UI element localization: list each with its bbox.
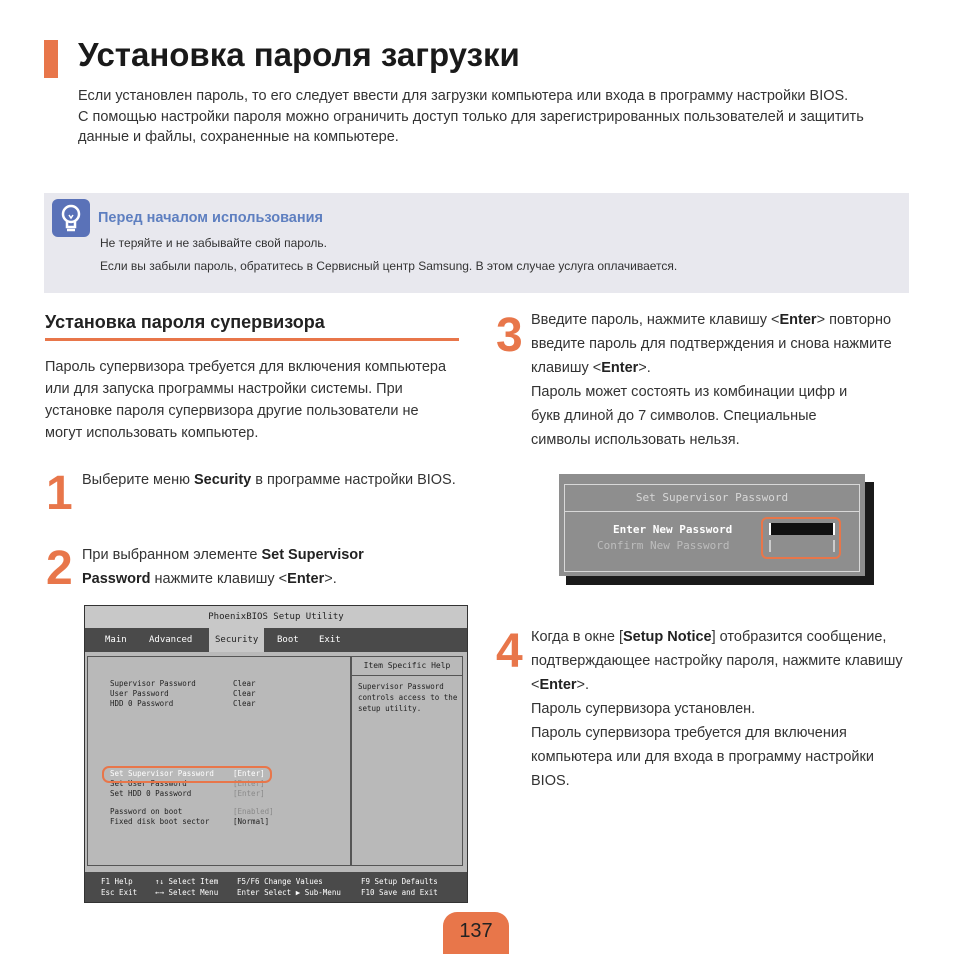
intro-paragraph-2: С помощью настройки пароля можно ограничить доступ только для зарегистрированных пользователей и защитить данные и файлы, сохраненные на компьютере.	[78, 108, 864, 145]
section-paragraph: Пароль супервизора требуется для включения компьютера или для запуска программы настройки системы. При установке пароля супервизора другие пользователи не могут использовать компьютер.	[45, 359, 447, 441]
bios-footer	[85, 872, 467, 902]
note-line-1: Не теряйте и не забывайте свой пароль.	[100, 236, 327, 250]
step-2-text-c: нажмите клавишу <	[150, 571, 288, 587]
bios-menu-security: Security	[209, 628, 264, 652]
lightbulb-icon	[52, 199, 90, 237]
bios-row-value: [Enter]	[233, 789, 265, 798]
bios-row-value: Clear	[233, 689, 256, 698]
bios-key-f1: F1 Help	[101, 877, 133, 886]
step-2-number: 2	[46, 542, 73, 595]
bios-key-f10: F10 Save and Exit	[361, 888, 438, 897]
step-2-set-supervisor: Set Supervisor Password	[82, 547, 364, 587]
set-supervisor-dialog	[559, 474, 865, 576]
bios-title: PhoenixBIOS Setup Utility	[85, 606, 467, 628]
step-3-text	[531, 308, 909, 452]
bios-row-label: Fixed disk boot sector	[110, 817, 210, 826]
note-line-2: Если вы забыли пароль, обратитесь в Сервисный центр Samsung. В этом случае услуга оплачивается.	[100, 259, 678, 273]
bios-row-label: Set User Password	[110, 779, 187, 788]
step-2-text	[82, 543, 412, 591]
step-3-text-e: >.	[638, 360, 651, 376]
step-2-enter: Enter	[287, 571, 325, 587]
bios-row-value: [Normal]	[233, 817, 270, 826]
page-title: Установка пароля загрузки	[78, 36, 520, 73]
bios-help-panel	[351, 656, 463, 866]
bios-row-label: Supervisor Password	[110, 679, 196, 688]
bios-key-updown: ↑↓ Select Item	[155, 877, 219, 886]
bios-main-panel	[87, 656, 351, 866]
step-2-text-a: При выбранном элементе	[82, 547, 262, 563]
page-number: 137	[459, 920, 493, 942]
bios-row-value: [Enter]	[233, 779, 265, 788]
bios-row-value-selected: [Enter]	[233, 769, 265, 778]
step-4-number: 4	[496, 625, 523, 678]
bios-row-label: User Password	[110, 689, 169, 698]
step-3-text-a: Введите пароль, нажмите клавишу <	[531, 312, 780, 328]
step-1-number: 1	[46, 467, 73, 520]
dialog-frame	[564, 484, 860, 572]
title-accent-bar	[44, 40, 58, 78]
bios-key-esc: Esc Exit	[101, 888, 138, 897]
bios-row-value: [Enabled]	[233, 807, 274, 816]
intro-text	[78, 86, 908, 148]
bios-row-label: HDD 0 Password	[110, 699, 174, 708]
bios-row-value: Clear	[233, 699, 256, 708]
step-4-enter: Enter	[539, 677, 577, 693]
bios-row-label-selected: Set Supervisor Password	[110, 769, 214, 778]
step-3-text-c: > повторно введите пароль для подтверждения и снова нажмите клавишу <	[531, 312, 892, 376]
confirm-new-label: Confirm New Password	[597, 539, 730, 552]
bios-help-text: Supervisor Password controls access to the setup utility.	[358, 682, 458, 713]
bios-screenshot	[84, 605, 468, 903]
bios-menu-exit: Exit	[319, 635, 341, 645]
bios-key-f9: F9 Setup Defaults	[361, 877, 438, 886]
bios-menu-advanced: Advanced	[149, 635, 193, 645]
bios-menu-boot: Boot	[277, 635, 299, 645]
bios-row-label: Password on boot	[110, 807, 183, 816]
step-4-text-f: Пароль супервизора установлен.	[531, 701, 756, 717]
step-4-text	[531, 625, 909, 793]
step-3-text-f: Пароль может состоять из комбинации цифр и букв длиной до 7 символов. Специальные символы использовать нельзя.	[531, 384, 848, 448]
step-4-text-c: ] отобразится сообщение, подтверждающее настройку пароля, нажмите клавишу <	[531, 629, 903, 693]
step-2-text-e: >.	[324, 571, 337, 587]
step-1-text-c: в программе настройки BIOS.	[251, 472, 456, 488]
bios-key-f5f6: F5/F6 Change Values	[237, 877, 323, 886]
bios-row-value: Clear	[233, 679, 256, 688]
bios-help-title: Item Specific Help	[352, 657, 462, 676]
step-3-number: 3	[496, 309, 523, 362]
step-1-text	[82, 468, 462, 492]
section-rule	[45, 338, 459, 341]
bios-key-enter: Enter Select ▶ Sub-Menu	[237, 888, 341, 897]
section-heading: Установка пароля супервизора	[45, 312, 325, 332]
dialog-highlight-ring	[761, 517, 841, 559]
step-4-text-e: >.	[576, 677, 590, 693]
step-3-enter-2: Enter	[601, 360, 639, 376]
bios-menu-main: Main	[105, 635, 127, 645]
bios-menu-bar	[85, 628, 467, 652]
step-1-security: Security	[193, 472, 252, 488]
step-4-text-g: Пароль супервизора требуется для включения компьютера или для входа в программу настройки BIOS.	[531, 725, 874, 789]
bios-row-label: Set HDD 0 Password	[110, 789, 192, 798]
bios-highlight-ring	[102, 766, 272, 783]
bios-key-leftright: ←→ Select Menu	[155, 888, 219, 897]
step-4-setup-notice: Setup Notice	[622, 629, 712, 645]
step-4-text-a: Когда в окне [	[531, 629, 623, 645]
step-3-enter-1: Enter	[779, 312, 817, 328]
intro-paragraph-1: Если установлен пароль, то его следует ввести для загрузки компьютера или входа в программу настройки BIOS.	[78, 88, 849, 104]
dialog-title: Set Supervisor Password	[565, 485, 859, 512]
step-1-text-a: Выберите меню	[82, 472, 194, 488]
note-title: Перед началом использования	[98, 210, 324, 226]
enter-new-label: Enter New Password	[613, 523, 733, 536]
